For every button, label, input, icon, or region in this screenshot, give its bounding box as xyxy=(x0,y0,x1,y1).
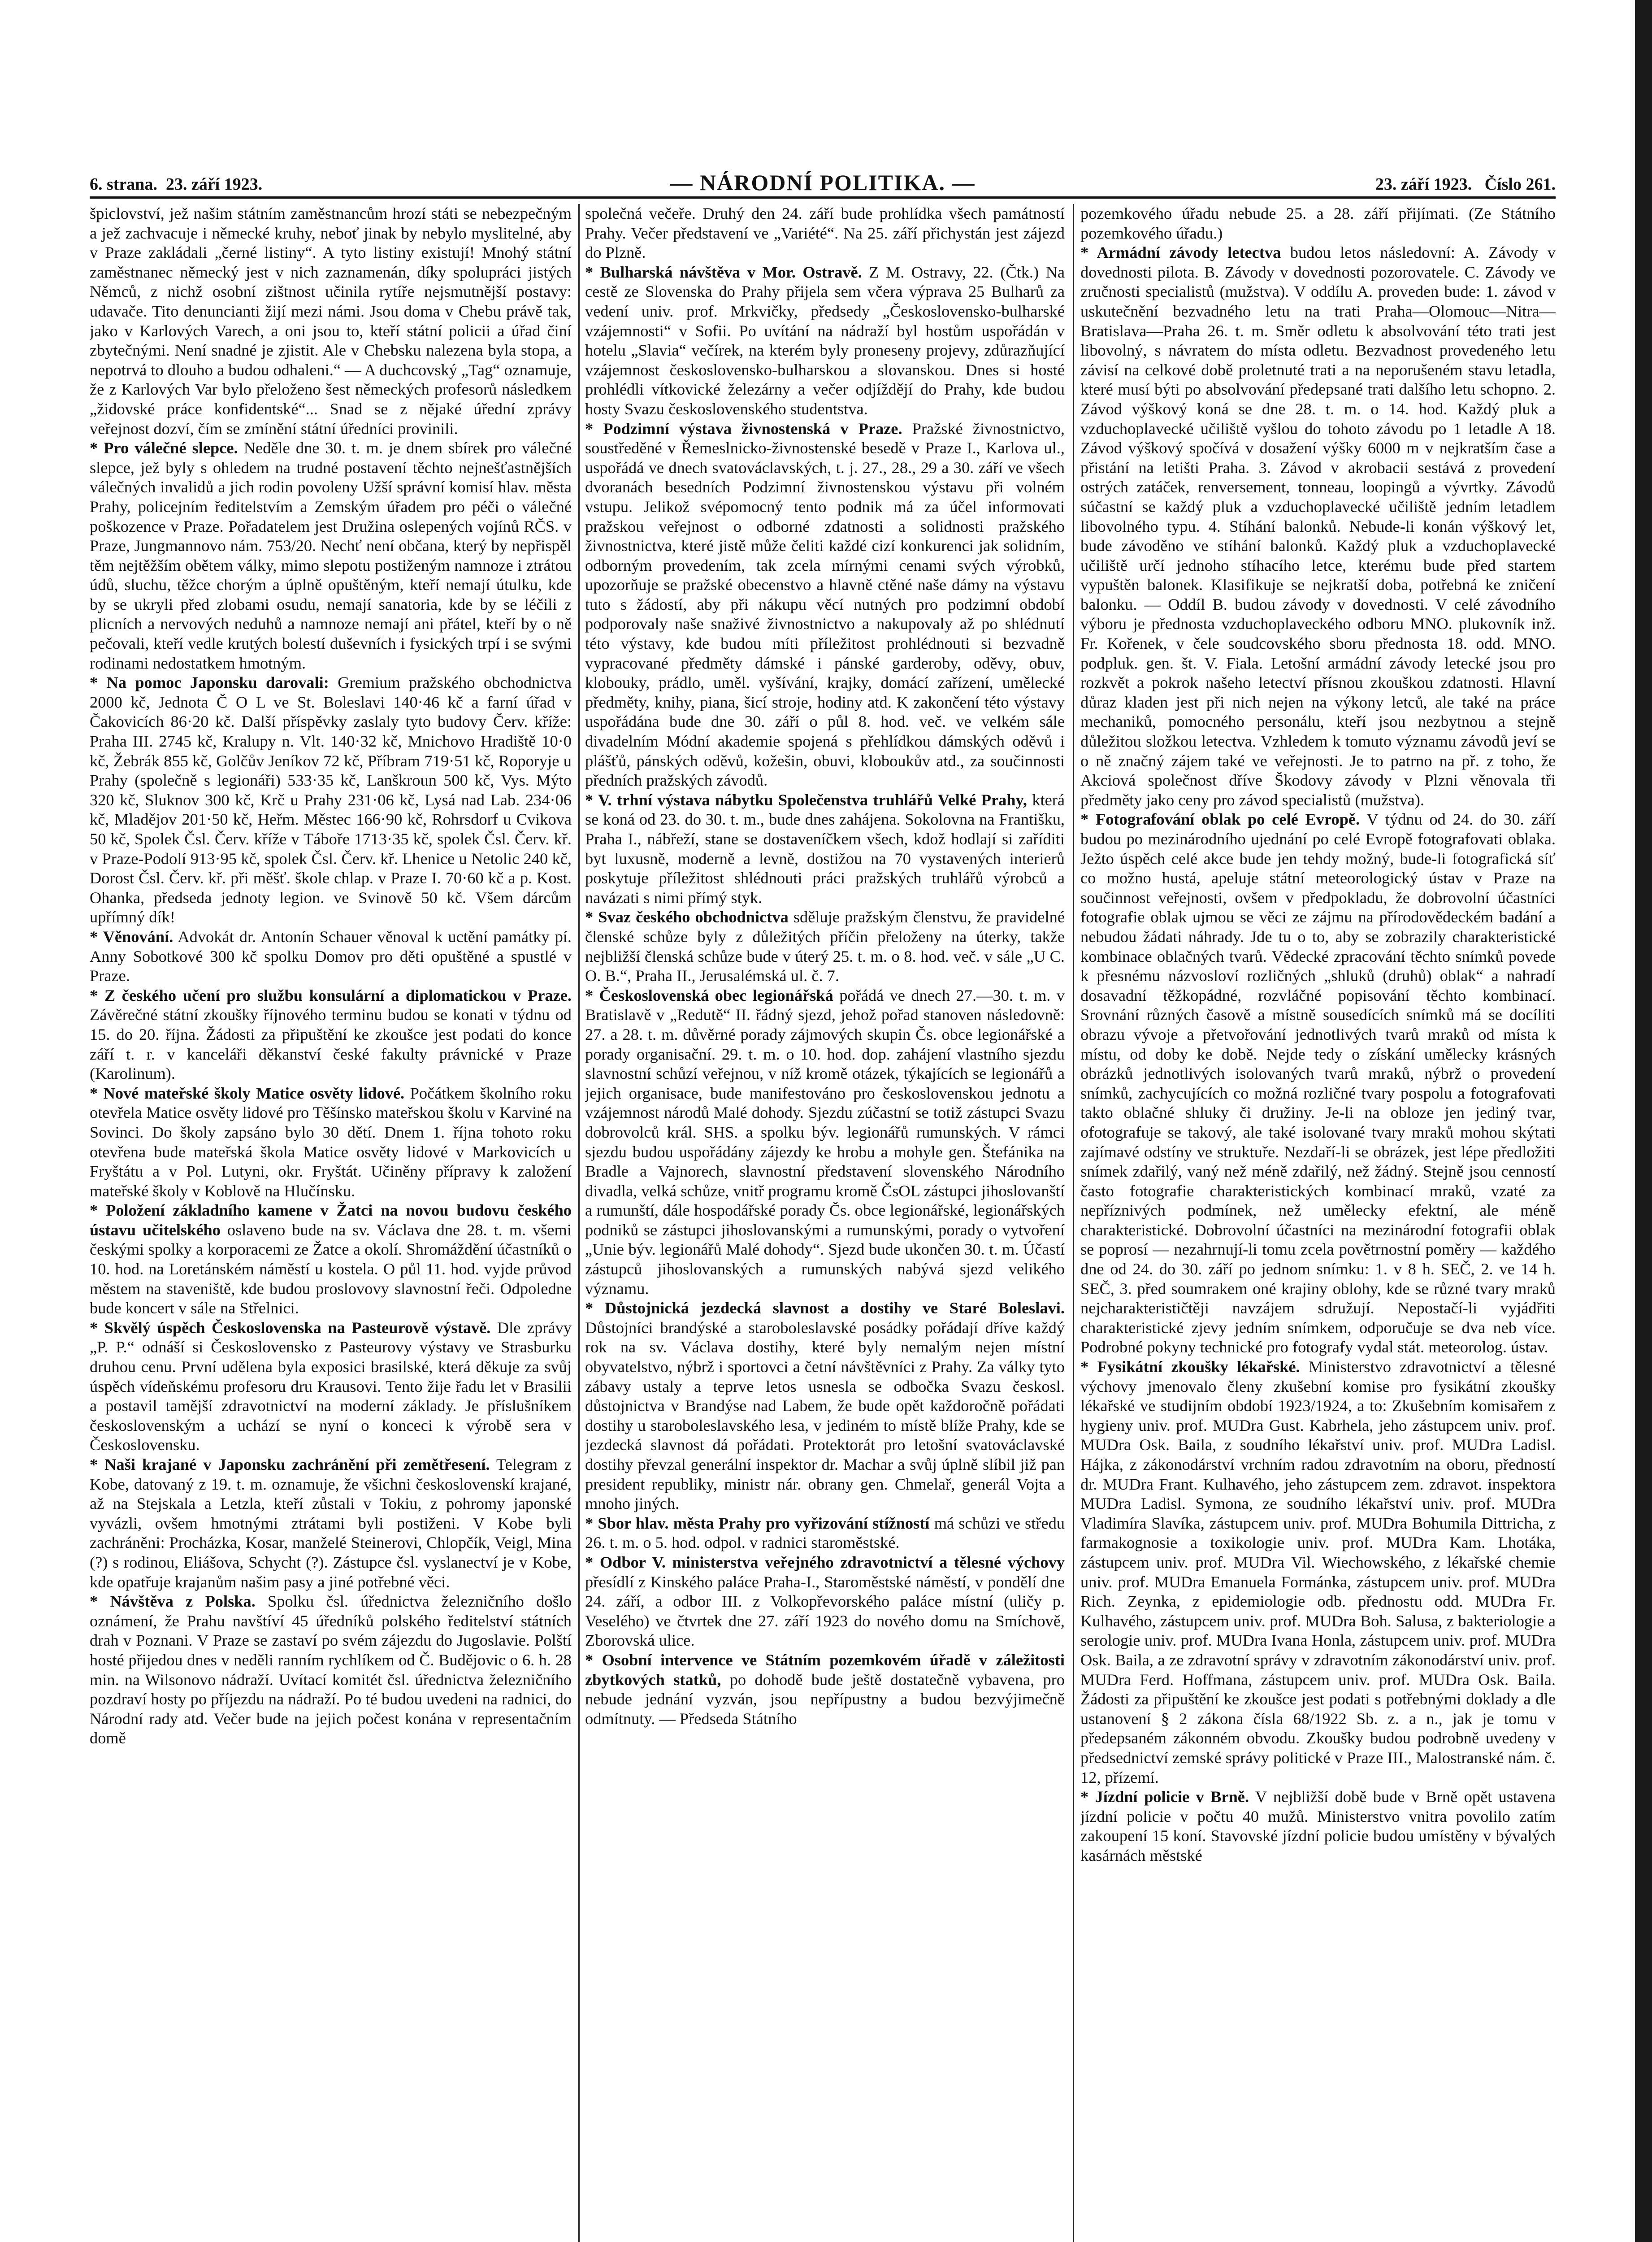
newspaper-title: — NÁRODNÍ POLITIKA. — xyxy=(670,170,976,195)
article-paragraph xyxy=(90,1318,572,1455)
article-paragraph xyxy=(90,204,572,439)
article-headline: Naši krajané v Japonsku zachránění při zemětřesení. xyxy=(104,1456,490,1473)
page-header xyxy=(90,170,1556,196)
item-bullet: * xyxy=(1080,810,1096,829)
article-body: pořádá ve dnech 27.—30. t. m. v Bratislavě v „Redutě“ II. řádný sjezd, jehož pořad stanoven následovně: 27. a 28. t. m. důvěrné porady zájmových skupin Čs. obce legionářské a porady organisační. 29. t. m. o 10. hod. dop. zahájení vlastního sjezdu slavnostní schůzí veřejnou, v níž kromě otázek, týkajících se legionářů a jejich organisace, bude manifestováno pro československou jednotu a vzájemnost národů Malé dohody. Sjezdu zúčastní se totiž zástupci Svazu dobrovolců král. SHS. a spolku býv. legionářů rumunských. V rámci sjezdu budou uspořádány zájezdy ke hrobu a mohyle gen. Štefánika na Bradle a Vajnorech, slavnostní představení slovenského Národního divadla, velká schůze, vnitř programu kromě ČsOL zástupci jihoslovanští a rumunští, dále hospodářské porady Čs. obce legionářské, legionářských podniků se zástupci jihoslovanskými a rumunskými, porady o vytvoření „Unie býv. legionářů Malé dohody“. Sjezd bude ukončen 30. t. m. Účastí zástupců jihoslovanských a rumunských nabývá sjezd velikého významu. xyxy=(585,986,1065,1298)
item-bullet: * xyxy=(585,1299,605,1317)
article-headline: Sbor hlav. města Prahy pro vyřizování stížností xyxy=(598,1514,930,1532)
article-headline: Československá obec legionářská xyxy=(599,986,833,1004)
article-paragraph xyxy=(585,1299,1065,1514)
article-body: budou letos následovní: A. Závody v dovednosti pilota. B. Závody v dovednosti pozorovatele. C. Závody ve zručnosti specialistů (mužstva). V oddílu A. proveden bude: 1. závod v uskutečnění bezvadného letu na trati Praha—Olomouc—Nitra—Bratislava—Praha 26. t. m. Směr odletu k absolvování této trati jest libovolný, s návratem do místa odletu. Bezvadnost provedeného letu závisí na celkové době proletnuté trati a na neporušeném stavu letadla, které musí býti po absolvování předepsané trati dalšího letu schopno. 2. Závod výškový koná se dne 28. t. m. o 14. hod. Každý pluk a vzduchoplavecké učiliště vyšlou do tohoto závodu po 1 letadle A 18. Závod výškový spočívá v dosažení výšky 6000 m v nejkratším čase a přistání na letišti Praha. 3. Závod v akrobacii sestává z provedení ostrých zatáček, renversement, tonneau, loopingů a vývrtky. Závodů súčastní se každý pluk a vzduchoplavecké učiliště jedním letadlem libovolného typu. 4. Stíhání balonků. Nebude-li konán výškový let, bude závoděno ve stíhání balonků. Každý pluk a vzduchoplavecké učiliště určí jednoho stíhacího letce, kterému bude před startem vypuštěn balonek. Klasifikuje se nejkratší doba, potřebná ke zničení balonku. — Oddíl B. budou závody v dovednosti. V celé závodního výboru je přednosta vzduchoplaveckého odboru MNO. plukovník inž. Fr. Kořenek, v čele soudcovského sboru přednosta 18. odd. MNO. podpluk. gen. št. V. Fiala. Letošní armádní závody letecké jsou pro rozkvět a pokrok našeho letectví přísnou zkouškou zdatnosti. Hlavní důraz kladen jest při nich nejen na výkony letců, ale také na práce mechaniků, pomocného personálu, kteří jsou nezbytnou a stejně důležitou složkou letectva. Vzhledem k tomuto významu závodů jeví se o ně značný zájem také ve veřejnosti. Je to patrno na př. z toho, že Akciová společnost dříve Škodovy závody v Plzni věnovala tři předměty jako ceny pro závod specialistů (mužstva). xyxy=(1080,243,1556,809)
item-bullet: * xyxy=(585,986,599,1004)
article-paragraph xyxy=(585,908,1065,986)
article-paragraph xyxy=(1080,1357,1556,1787)
article-headline: Z českého učení pro službu konsulární a diplomatickou v Praze. xyxy=(104,986,572,1004)
article-paragraph xyxy=(90,927,572,986)
article-paragraph xyxy=(585,1651,1065,1729)
article-headline: Jízdní policie v Brně. xyxy=(1095,1788,1249,1806)
article-paragraph xyxy=(585,791,1065,908)
article-paragraph xyxy=(1080,243,1556,810)
item-bullet: * xyxy=(90,1201,106,1220)
article-paragraph xyxy=(90,1201,572,1318)
item-bullet: * xyxy=(90,673,107,692)
article-body: má schůzi ve středu 26. t. m. o 5. hod. odpol. v radnici staroměstské. xyxy=(585,1514,1065,1552)
article-headline: Fysikátní zkoušky lékařské. xyxy=(1097,1358,1300,1376)
article-body: Advokát dr. Antonín Schauer věnoval k uctění památky pí. Anny Sobotkové 300 kč spolku Domov pro děti opuštěné a spustlé v Praze. xyxy=(90,927,572,985)
article-body: Telegram z Kobe, datovaný z 19. t. m. oznamuje, že všichni československí krajané, až na Stejskala a Letzla, kteří zůstali v Tokiu, z pohromy japonské vyvázli, ovšem hmotnými ztrátami byli postiženi. V Kobe byli zachráněni: Procházka, Kosar, manželé Steinerovi, Chlopčík, Veigl, Mina (?) s rodinou, Eliášova, Schycht (?). Zástupce čsl. vyslanectví je v Kobe, kde opatřuje krajanům našim pasy a jiné potřebné věci. xyxy=(90,1456,572,1591)
article-headline: Osobní intervence ve Státním pozemkovém úřadě v záležitosti zbytkových statků, xyxy=(585,1651,1065,1689)
article-paragraph xyxy=(90,673,572,927)
item-bullet: * xyxy=(1080,1788,1095,1806)
article-headline: Podzimní výstava živnostenská v Praze. xyxy=(603,419,902,438)
item-bullet: * xyxy=(585,908,598,926)
article-paragraph xyxy=(585,1514,1065,1553)
article-body: Ministerstvo zdravotnictví a tělesné výchovy jmenovalo členy zkušební komise pro fysikátní zkoušky lékařské ve studijním období 1923/1924, a to: Zkušebním komisařem z hygieny univ. prof. MUDra Gust. Kabrhela, jeho zástupcem univ. prof. MUDra Osk. Baila, z soudního lékařství univ. prof. MUDra Ladisl. Hájka, z zákonodárství vrchním radou zdravotním na oboru, předností dr. MUDra Frant. Kulhavého, jeho zástupcem zem. zdravot. inspektora MUDra Ladisl. Symona, ze soudního lékařství univ. prof. MUDra Vladimíra Slavíka, zástupcem univ. prof. MUDra Bohumila Dittricha, z farmakognosie a toxikologie univ. prof. MUDra Kam. Lhotáka, zástupcem univ. prof. MUDra Vil. Wiechowského, z lékařské chemie univ. prof. MUDra Emanuela Formánka, zástupcem univ. prof. MUDra Rich. Zeynka, z epidemiologie odb. přednostu odd. MUDra Fr. Kulhavého, zástupcem univ. prof. MUDra Boh. Salusa, z bakteriologie a serologie univ. prof. MUDra Ivana Honla, zástupcem univ. prof. MUDra Osk. Baila, a ze zdravotní správy v zdravotním zákonodárství univ. prof. MUDra Ferd. Hoffmana, zástupcem univ. prof. MUDra Osk. Baila. Žádosti za připuštění ke zkoušce jest podati s potřebnými doklady a dle ustanovení § 2 zákona čísla 68/1922 Sb. z. a n., jak je tomu v předepsaném zákonném obvodu. Zkoušky budou podrobně uvedeny v předsednictví zemské správy politické v Praze III., Malostranské nám. č. 12, přízemí. xyxy=(1080,1358,1556,1786)
article-headline: Položení základního kamene v Žatci na novou budovu českého ústavu učitelského xyxy=(90,1201,572,1239)
item-bullet: * xyxy=(585,419,603,438)
item-bullet: * xyxy=(585,1651,602,1669)
article-headline: Svaz českého obchodnictva xyxy=(598,908,789,926)
article-paragraph xyxy=(1080,1787,1556,1865)
article-headline: Pro válečné slepce. xyxy=(104,439,238,457)
article-body: Gremium pražského obchodnictva 2000 kč, Jednota Č O L ve St. Boleslavi 140·46 kč a farní úřad v Čakovicích 86·20 kč. Další příspěvky zaslaly tyto budovy Červ. kříže: Praha III. 2745 kč, Kralupy n. Vlt. 140·32 kč, Mnichovo Hradiště 10·0 kč, Žebrák 855 kč, Golčův Jeníkov 72 kč, Příbram 719·51 kč, Roporyje u Prahy (společně s legionáři) 533·35 kč, Lanškroun 500 kč, Vys. Mýto 320 kč, Sluknov 300 kč, Krč u Prahy 231·06 kč, Lysá nad Lab. 234·06 kč, Mladějov 201·50 kč, Heřm. Městec 166·90 kč, Rohrsdorf u Cvikova 50 kč, Spolek Čsl. Červ. kříže v Táboře 1713·35 kč, spolek Čsl. Červ. kř. v Praze-Podolí 913·95 kč, spolek Čsl. Červ. kř. Lhenice u Netolic 240 kč, Dorost Čsl. Červ. kř. při měšť. škole chlap. v Praze I. 70·60 kč a p. Kost. Ohanka, předseda jednoty legion. ve Svinově 50 kč. Všem dárcům upřímný dík! xyxy=(90,673,572,926)
article-body: Z M. Ostravy, 22. (Čtk.) Na cestě ze Slovenska do Prahy přijela sem včera výprava 25 Bulharů za vedení univ. prof. Mrkvičky, předsedy „Československo-bulharské vzájemnosti“ v Sofii. Po uvítání na nádraží byl hostům uspořádán v hotelu „Slavia“ večírek, na kterém byly proneseny projevy, zdůrazňující vzájemnost československo-bulharskou a slovanskou. Dnes si hosté prohlédli vítkovické železárny a večer odjíždějí do Prahy, kde budou hosty Svazu československého studentstva. xyxy=(585,263,1065,418)
article-paragraph xyxy=(1080,204,1556,243)
item-bullet: * xyxy=(1080,243,1097,262)
item-bullet: * xyxy=(90,1318,104,1337)
item-bullet: * xyxy=(90,1084,104,1102)
article-headline: Armádní závody letectva xyxy=(1097,243,1281,262)
article-body: V týdnu od 24. do 30. září budou po mezinárodního ujednání po celé Evropě fotografovati oblaka. Ježto úspěch celé akce bude jen tehdy možný, bude-li fotografická síť co možno hustá, apeluje státní meteorologický ústav v Praze na součinnost veřejnosti, ovšem v předpokladu, že dobrovolní účastníci fotografie oblak ujmou se věci ze zájmu na přírodovědeckém badání a nebudou žádati náhrady. Jde tu o to, aby se zobrazily charakteristické kombinace oblačných tvarů. Vědecké zpracování těchto snímků povede k přesnému názvosloví rozličných „shluků (druhů) oblak“ a nahradí dosavadní těžkopádné, rozvláčné popisování těchto kombinací. Srovnání různých časově a místně sousedících snímků má se docíliti obrazu vývoje a přetvořování jednotlivých tvarů mraků od místa k místu, od doby ke době. Nejde tedy o získání umělecky krásných obrázků jednotlivých isolovaných tvarů mraků, nýbrž o provedení snímků, zachycujících co možná rozličné tvary pospolu a fotografovati takto oblačné shluky či družiny. Je-li na obloze jen jediný tvar, ofotografuje se takový, ale také isolované tvary mraků mohou skýtati zajímavé odstíny ve struktuře. Nezdaří-li se obrázek, jest lépe předložiti snímek zdařilý, vaný než méně zdařilý, než žádný. Stejně jsou cenností často fotografie charakteristických kombinací mraků, vzaté za nepříznivých podmínek, než umělecky efektní, ale méně charakteristické. Dobrovolní účastníci na mezinárodní fotografii oblak se poprosí — nezahrnují-li tomu zcela povětrnostní poměry — každého dne od 24. do 30. září po jednom snímku: 1. v 8 h. SEČ, 2. ve 14 h. SEČ, 3. před soumrakem oné krajiny oblohy, kde se různé tvary mraků nejcharakterističtěji navzájem sdružují. Nepostačí-li vyjádřiti charakteristické zjevy jedním snímkem, odporučuje se dva neb více. Podrobné pokyny technické pro fotografy vydal stát. meteorolog. ústav. xyxy=(1080,810,1556,1356)
article-headline: Nové mateřské školy Matice osvěty lidové. xyxy=(103,1084,405,1102)
article-body: Důstojníci brandýské a staroboleslavské posádky pořádají dříve každý rok na sv. Václava dostihy, které byly nemalým nejen místní obyvatelstvo, nýbrž i sportovci a četní návštěvníci z Prahy. Za války tyto zábavy ustaly a teprve letos usnesla se odbočka Svazu českosl. důstojnictva v Brandýse nad Labem, že bude opět každoročně pořádati dostihy u staroboleslavského lesa, v jediném to místě blíže Prahy, kde se jezdecká slavnost dá pořádati. Protektorát pro letošní svatováclavské dostihy převzal generální inspektor dr. Machar a svůj úplně slíbil již pan president republiky, ministr nár. obrany gen. Chmelař, generál Vojta a mnoho jiných. xyxy=(585,1318,1065,1513)
article-body: pozemkového úřadu nebude 25. a 28. září přijímati. (Ze Státního pozemkového úřadu.) xyxy=(1080,204,1556,242)
article-body: Pražské živnostnictvo, soustředěné v Řemeslnicko-živnostenské besedě v Praze I., Karlova ul., uspořádá ve dnech svatováclavských, t. j. 27., 28., 29 a 30. září ve všech dvoranách besedních Podzimní živnostenskou výstavu při volném vstupu. Jelikož svépomocný tento podnik má za účel informovati pražskou veřejnost o odborné zdatnosti a solidnosti pražského živnostnictva, které jistě může čeliti každé cizí konkurenci jak solidním, odborným provedením, tak zcela mírnými cenami svých výrobků, upozorňuje se pražské obecenstvo a hlavně ctěné naše dámy na výstavu tuto s žádostí, aby při nákupu věcí nutných pro podzimní období podporovaly naše snaživé živnostnictvo a nakupovaly až po shlédnutí této výstavy, kde budou míti příležitost prohlédnouti si bezvadně vypracované předměty dámské i pánské garderoby, oděvy, obuv, klobouky, prádlo, uměl. vyšívání, krajky, domácí zařízení, umělecké předměty, knihy, piana, šicí stroje, hodiny atd. K zakončení této výstavy uspořádána bude dne 30. září o půl 8. hod. več. ve velkém sále divadelním Módní akademie spojená s přehlídkou dámských oděvů i plášťů, pánských oděvů, kožešin, obuvi, kloboukův atd., za součinnosti předních pražských závodů. xyxy=(585,419,1065,790)
article-headline: Fotografování oblak po celé Evropě. xyxy=(1096,810,1360,829)
article-body: sděluje pražským členstvu, že pravidelné členské schůze byly z důležitých příčin přeloženy na úterky, takže nejbližší členská schůze bude v úterý 25. t. m. o 8. hod. več. v sále „U C. O. B.“, Praha II., Jerusalémská ul. č. 7. xyxy=(585,908,1065,985)
scan-border xyxy=(1635,0,1652,2242)
article-paragraph xyxy=(90,1592,572,1748)
article-headline: V. trhní výstava nábytku Společenstva truhlářů Velké Prahy, xyxy=(598,791,1027,809)
item-bullet: * xyxy=(90,1456,105,1473)
item-bullet: * xyxy=(1080,1358,1097,1376)
article-paragraph xyxy=(1080,810,1556,1357)
article-body: která se koná od 23. do 30. t. m., bude dnes zahájena. Sokolovna na Františku, Praha I., nábřeží, stane se dostaveníčkem všech, kdož hodlají si zaříditi byt luxusně, moderně a levně, dostižou na 70 vystavených interierů poskytuje příležitost shlédnouti práci pražských truhlářů výrobců a navázati s nimi přímý styk. xyxy=(585,791,1065,907)
item-bullet: * xyxy=(90,1592,110,1611)
article-body: Počátkem školního roku otevřela Matice osvěty lidové pro Těšínsko mateřskou školu v Karviné na Sovinci. Do školy zapsáno bylo 30 dětí. Dnem 1. října tohoto roku otevřena bude mateřská škola Matice osvěty lidové v Markovicích u Fryštátu a v Pol. Lutyni, okr. Fryštát. Učiněny přípravy k založení mateřské školy v Koblově na Hlučínsku. xyxy=(90,1084,572,1200)
header-right xyxy=(1375,173,1556,196)
article-body: Dle zprávy „P. P.“ odnáší si Československo z Pasteurovy výstavy ve Strasburku druhou cenu. První udělena byla exposici brasilské, která děkuje za svůj úspěch vídeňskému profesoru dru Krausovi. Tento žije řadu let v Brasilii a postavil tamější zdravotnictví na moderní základy. Je příslušníkem československým a uchází se nyní o konceci k výrobě sera v Československu. xyxy=(90,1318,572,1454)
article-body: společná večeře. Druhý den 24. září bude prohlídka všech památností Prahy. Večer představení ve „Variété“. Na 25. září přichystán jest zájezd do Plzně. xyxy=(585,204,1065,262)
article-paragraph xyxy=(585,263,1065,419)
item-bullet: * xyxy=(90,927,103,946)
article-headline: Návštěva z Polska. xyxy=(110,1592,256,1611)
article-body: Spolku čsl. úřednictva železničního došlo oznámení, že Prahu navštíví 45 úředníků polského ředitelství státních drah v Poznani. V Praze se zastaví po svém zájezdu do Jugoslavie. Polští hosté přijedou dnes v neděli ranním rychlíkem od Č. Budějovic o 6. h. 28 min. na Wilsonovo nádraží. Uvítací komitét čsl. úřednictva železničního pozdraví hosty po příjezdu na nádraží. Po té budou uvedeni na radnici, do Národní rady atd. Večer bude na jejich počest konána v representačním domě xyxy=(90,1592,572,1747)
article-headline: Na pomoc Japonsku darovali: xyxy=(106,673,329,692)
article-headline: Skvělý úspěch Československa na Pasteurově výstavě. xyxy=(104,1318,491,1337)
item-bullet: * xyxy=(585,791,598,809)
article-paragraph xyxy=(585,1553,1065,1651)
header-date-right: 23. září 1923. xyxy=(1375,175,1472,194)
article-body: V nejbližší době bude v Brně opět ustavena jízdní policie v počtu 40 mužů. Ministerstvo vnitra povolilo zatím zakoupení 15 koní. Stavovské jízdní policie budou umístěny v bývalých kasárnách městské xyxy=(1080,1788,1556,1864)
page-number: 6. strana. xyxy=(90,175,157,194)
article-paragraph xyxy=(90,1455,572,1592)
article-body: přesídlí z Kinského paláce Praha-I., Staroměstské náměstí, v pondělí dne 24. září, a odbor III. z Volkopřevorského paláce místní (uličy p. Veselého) ve čtvrtek dne 27. září 1923 do nového domu na Smíchově, Zborovská ulice. xyxy=(585,1573,1065,1650)
article-paragraph xyxy=(585,986,1065,1299)
issue-number: Číslo 261. xyxy=(1484,175,1556,194)
column-1 xyxy=(90,204,572,2242)
column-3 xyxy=(1080,204,1556,2242)
article-paragraph xyxy=(90,439,572,673)
item-bullet: * xyxy=(90,986,104,1004)
article-paragraph xyxy=(90,1084,572,1201)
article-columns xyxy=(90,204,1556,2242)
article-headline: Bulharská návštěva v Mor. Ostravě. xyxy=(600,263,862,281)
item-bullet: * xyxy=(90,439,104,457)
article-body: po dohodě bude ještě dostatečně vybavena, pro nebude jednání vyzván, jsou nepřípustny a budou bezvýjimečně odmítnuty. — Předseda Státního xyxy=(585,1670,1065,1728)
header-date-left: 23. září 1923. xyxy=(165,175,263,194)
item-bullet: * xyxy=(585,263,600,281)
article-body: oslaveno bude na sv. Václava dne 28. t. m. všemi českými spolky a korporacemi ze Žatce a okolí. Shromáždění účastníků o 10. hod. na Loretánském náměstí u kostela. O půl 11. hod. vyjde průvod městem na staveniště, kde budou proslovovy slavnostní řeči. Odpoledne bude koncert v sále na Střelnici. xyxy=(90,1221,572,1317)
article-paragraph xyxy=(585,204,1065,263)
article-body: Závěrečné státní zkoušky říjnového terminu budou se konati v týdnu od 15. do 20. října. Žádosti za připuštění ke zkoušce jest podati do konce září t. r. v kanceláři děkanství české fakulty právnické v Praze (Karolinum). xyxy=(90,1006,572,1083)
article-headline: Věnování. xyxy=(103,927,173,946)
item-bullet: * xyxy=(585,1553,600,1571)
article-headline: Důstojnická jezdecká slavnost a dostihy ve Staré Boleslavi. xyxy=(604,1299,1065,1317)
column-2 xyxy=(585,204,1065,2242)
article-body: Neděle dne 30. t. m. je dnem sbírek pro válečné slepce, jež byly s ohledem na trudné postavení těchto nejnešťastnějších válečných invalidů a jich rodin povoleny Užší správní komisí hlav. města Prahy, policejním ředitelstvím a Zemským úřadem pro péči o válečné poškozence v Praze. Pořadatelem jest Družina oslepených vojínů RČS. v Praze, Jungmannovo nám. 753/20. Nechť není občana, který by nepřispěl těm nejtěžším obětem války, mimo slepotu postiženým namnoze i ztrátou údů, sluchu, těžce chorým a úplně opuštěným, kteří nemají útulku, kde by se ukryli před zlobami osudu, nemají sanatoria, kde by se léčili z plicních a nervových neduhů a namnoze nemají ani přátel, kteří by o ně pečovali, kteří vedle krutých bolestí duševních i fysických trpí i se svými rodinami nedostatkem hmotným. xyxy=(90,439,572,672)
item-bullet: * xyxy=(585,1514,598,1532)
article-paragraph xyxy=(90,986,572,1084)
article-headline: Odbor V. ministerstva veřejného zdravotnictví a tělesné výchovy xyxy=(599,1553,1065,1571)
header-rule xyxy=(90,196,1556,199)
article-paragraph xyxy=(585,419,1065,791)
article-body: špiclovství, jež našim státním zaměstnancům hrozí státi se nebezpečným a jež zachvacuje i německé kruhy, neboť jinak by nebylo myslitelné, aby v Praze zakládali „černé listiny“. A tyto listiny existují! Mnohý státní zaměstnanec německý jest v nich zaznamenán, díky spolupráci jistých Němců, z nichž osobní zištnost učinila rytíře nejsmutnější postavy: udavače. Tito denuncianti žijí mezi námi. Jsou doma v Chebu právě tak, jako v Karlových Varech, a oni jsou to, kteří státní policii a úřad činí zbytečnými. Není snadné je zjistit. Ale v Chebsku nalezena byla stopa, a nepotrvá to dlouho a budou odhaleni.“ — A duchcovský „Tag“ oznamuje, že z Karlových Var bylo přeloženo šest německých profesorů následkem „židovské práce konfidentské“... Snad se z nějaké úřední zprávy veřejnost dozví, čím se zmínění státní úředníci provinili. xyxy=(90,204,572,438)
